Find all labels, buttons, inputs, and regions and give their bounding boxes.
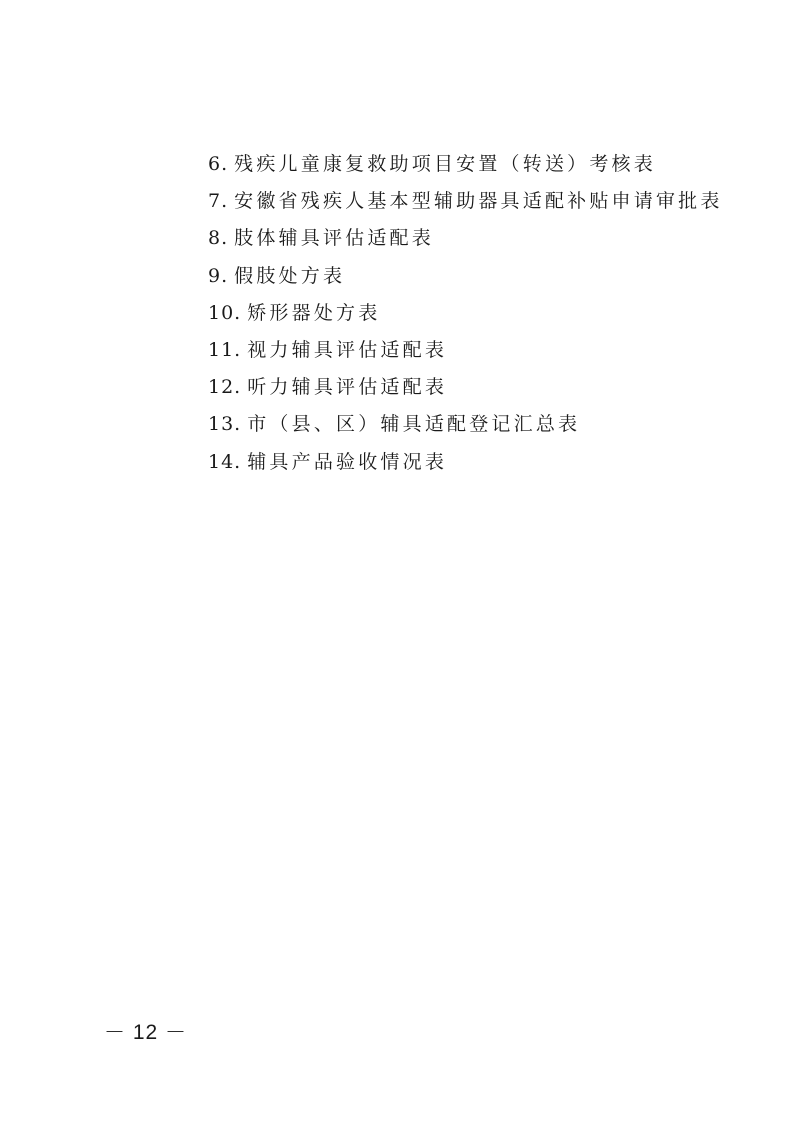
item-number: 7. — [208, 190, 229, 213]
item-title: 假肢处方表 — [234, 264, 346, 287]
item-title: 矫形器处方表 — [247, 301, 381, 324]
item-number: 11. — [208, 338, 242, 361]
item-number: 10. — [208, 301, 242, 324]
list-item — [208, 146, 723, 183]
item-number: 13. — [208, 413, 242, 436]
item-title: 市（县、区）辅具适配登记汇总表 — [247, 413, 581, 436]
list-item — [208, 220, 723, 257]
item-title: 辅具产品验收情况表 — [247, 450, 448, 473]
list-item — [208, 406, 723, 443]
item-number: 8. — [208, 227, 229, 250]
list-item — [208, 258, 723, 295]
item-title: 听力辅具评估适配表 — [247, 376, 448, 399]
item-number: 6. — [208, 153, 229, 175]
form-list — [208, 146, 723, 481]
item-number: 12. — [208, 376, 242, 399]
list-item — [208, 444, 723, 481]
list-item — [208, 183, 723, 220]
list-item — [208, 332, 723, 369]
item-title: 安徽省残疾人基本型辅助器具适配补贴申请审批表 — [234, 190, 723, 213]
list-item — [208, 369, 723, 406]
item-title: 肢体辅具评估适配表 — [234, 227, 434, 250]
item-number: 14. — [208, 450, 242, 473]
page-number: － 12 － — [104, 1021, 188, 1044]
item-title: 视力辅具评估适配表 — [247, 338, 448, 361]
item-title: 残疾儿童康复救助项目安置（转送）考核表 — [234, 153, 656, 175]
list-item — [208, 295, 723, 332]
item-number: 9. — [208, 264, 229, 287]
